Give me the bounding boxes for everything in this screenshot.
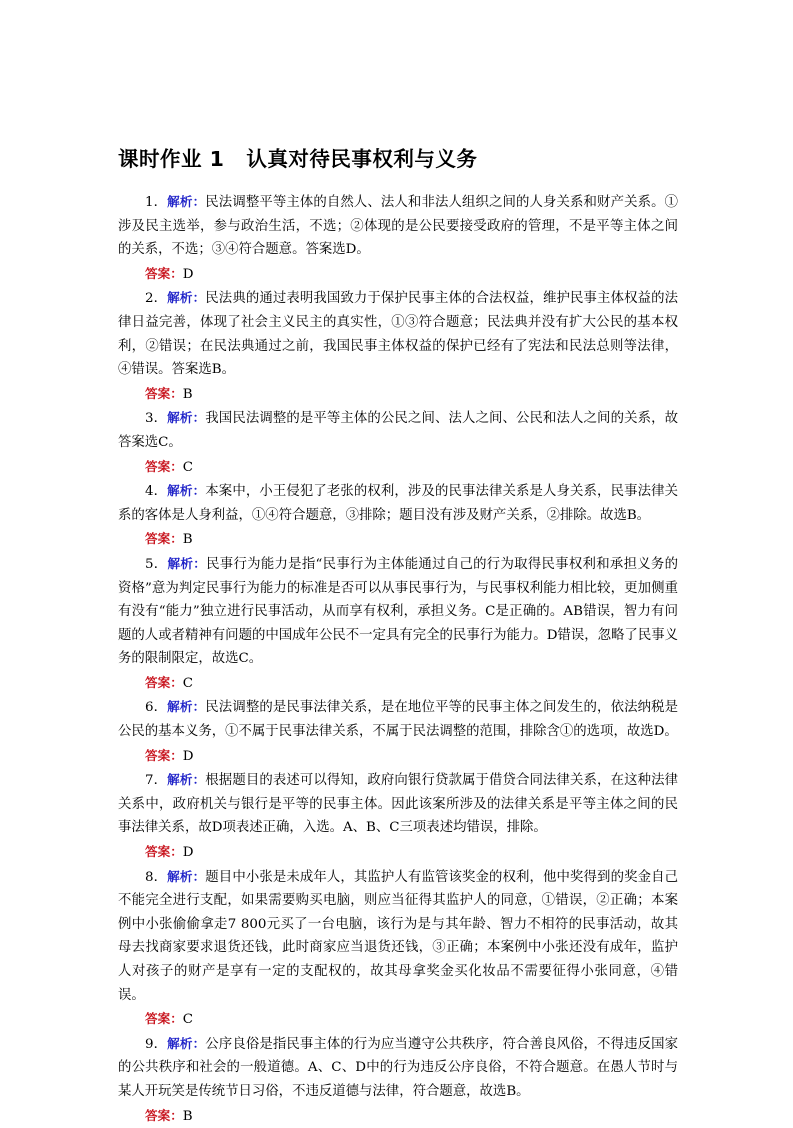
answer-value: B xyxy=(182,386,193,402)
analysis-label: 解析： xyxy=(167,772,206,788)
analysis-paragraph xyxy=(118,768,678,840)
answer-line xyxy=(118,744,678,769)
answer-item-9 xyxy=(118,1032,678,1128)
item-number: 8． xyxy=(145,869,168,885)
answer-line xyxy=(118,1007,678,1032)
item-number: 9． xyxy=(145,1036,168,1052)
answer-value: D xyxy=(182,845,194,861)
answer-item-3 xyxy=(118,406,678,479)
answer-label: 答案： xyxy=(145,385,183,401)
analysis-paragraph xyxy=(118,190,678,262)
analysis-text: 公序良俗是指民事主体的行为应当遵守公共秩序，符合善良风俗，不得违反国家的公共秩序和社会的一般道德。A、C、D中的行为违反公序良俗，不符合题意。在愚人节时与某人开玩笑是传统节日习俗，不违反道德与法律，符合题意，故选B。 xyxy=(118,1036,678,1099)
analysis-text: 民事行为能力是指“民事行为主体能通过自己的行为取得民事权利和承担义务的资格”意为判定民事行为能力的标准是否可以从事民事行为，与民事权利能力相比较，更加侧重有没有“能力”独立进行民事活动，从而享有权利，承担义务。C是正确的。AB错误，智力有问题的人或者精神有问题的中国成年公民不一定具有完全的民事行为能力。D错误，忽略了民事义务的限制限定，故选C。 xyxy=(118,556,678,667)
answer-line xyxy=(118,1104,678,1128)
analysis-text: 民法调整平等主体的自然人、法人和非法人组织之间的人身关系和财产关系。①涉及民主选举，参与政治生活，不选；②体现的是公民要接受政府的管理，不是平等主体之间的关系，不选；③④符合题意。答案选D。 xyxy=(118,195,678,258)
answer-label: 答案： xyxy=(145,458,183,474)
answer-value: D xyxy=(182,748,194,764)
analysis-text: 我国民法调整的是平等主体的公民之间、法人之间、公民和法人之间的关系，故答案选C。 xyxy=(118,411,678,450)
answer-label: 答案： xyxy=(145,844,183,860)
item-number: 6． xyxy=(145,700,168,716)
answer-value: D xyxy=(182,266,194,282)
answer-list xyxy=(118,190,678,1128)
answer-label: 答案： xyxy=(145,531,183,547)
answer-label: 答案： xyxy=(145,1107,183,1123)
analysis-paragraph xyxy=(118,695,678,743)
item-number: 7． xyxy=(145,773,168,789)
title-part2: 认真对待民事权利与义务 xyxy=(246,147,478,171)
analysis-label: 解析： xyxy=(167,868,206,884)
answer-line xyxy=(118,382,678,407)
analysis-paragraph xyxy=(118,865,678,1008)
analysis-label: 解析： xyxy=(167,194,206,209)
analysis-paragraph xyxy=(118,479,678,527)
analysis-text: 民法调整的是民事法律关系，是在地位平等的民事主体之间发生的，依法纳税是公民的基本义务，①不属于民事法律关系，不属于民法调整的范围，排除含①的选项，故选D。 xyxy=(118,700,678,740)
analysis-text: 本案中，小王侵犯了老张的权利，涉及的民事法律关系是人身关系，民事法律关系的客体是人身利益，①④符合题意，③排除；题目没有涉及财产关系，②排除。故选B。 xyxy=(118,484,678,523)
item-number: 1． xyxy=(145,195,168,210)
analysis-label: 解析： xyxy=(167,290,206,306)
analysis-paragraph xyxy=(118,1032,678,1104)
page-title xyxy=(118,142,477,172)
answer-item-2 xyxy=(118,286,678,406)
analysis-label: 解析： xyxy=(167,555,207,571)
answer-label: 答案： xyxy=(145,674,183,690)
item-number: 5． xyxy=(145,556,168,572)
answer-label: 答案： xyxy=(145,265,183,281)
analysis-paragraph xyxy=(118,286,678,381)
answer-line xyxy=(118,262,678,287)
answer-value: C xyxy=(182,675,194,691)
answer-value: B xyxy=(182,532,193,548)
analysis-paragraph xyxy=(118,406,678,454)
analysis-text: 根据题目的表述可以得知，政府向银行贷款属于借贷合同法律关系，在这种法律关系中，政府机关与银行是平等的民事主体。因此该案所涉及的法律关系是平等主体之间的民事法律关系，故D项表述正确，入选。A、B、C三项表述均错误，排除。 xyxy=(118,773,678,836)
answer-label: 答案： xyxy=(145,747,183,763)
answer-item-5 xyxy=(118,552,678,696)
answer-line xyxy=(118,527,678,552)
answer-line xyxy=(118,455,678,480)
item-number: 3． xyxy=(145,411,168,427)
answer-item-6 xyxy=(118,695,678,768)
analysis-label: 解析： xyxy=(167,1035,206,1051)
answer-value: C xyxy=(182,1012,194,1028)
answer-value: C xyxy=(182,459,194,475)
answer-value: B xyxy=(182,1108,193,1124)
answer-line xyxy=(118,840,678,865)
title-part1: 课时作业 1 xyxy=(118,147,225,171)
answer-item-7 xyxy=(118,768,678,864)
analysis-label: 解析： xyxy=(167,483,206,499)
analysis-label: 解析： xyxy=(167,410,206,426)
item-number: 2． xyxy=(145,291,168,307)
answer-item-4 xyxy=(118,479,678,552)
analysis-text: 民法典的通过表明我国致力于保护民事主体的合法权益，维护民事主体权益的法律日益完善，体现了社会主义民主的真实性，①③符合题意；民法典并没有扩大公民的基本权利，②错误；在民法典通过之前，我国民事主体权益的保护已经有了宪法和民法总则等法律，④错误。答案选B。 xyxy=(118,291,678,378)
answer-label: 答案： xyxy=(145,1011,183,1027)
answer-item-8 xyxy=(118,865,678,1032)
item-number: 4． xyxy=(145,484,168,500)
answer-item-1 xyxy=(118,190,678,286)
analysis-label: 解析： xyxy=(167,699,206,715)
analysis-paragraph xyxy=(118,552,678,671)
analysis-text: 题目中小张是未成年人，其监护人有监管该奖金的权利，他中奖得到的奖金自己不能完全进行支配，如果需要购买电脑，则应当征得其监护人的同意，①错误，②正确；本案例中小张偷偷拿走7 800元买了一台电脑，该行为是与其年龄、智力不相符的民事活动，故其母去找商家要求退货还钱，此时商家应当退货还钱，③正确；本案例中小张还没有成年，监护人对孩子的财产是享有一定的支配权的，故其母拿奖金买化妆品不需要征得小张同意，④错误。 xyxy=(118,869,678,1003)
answer-line xyxy=(118,671,678,696)
